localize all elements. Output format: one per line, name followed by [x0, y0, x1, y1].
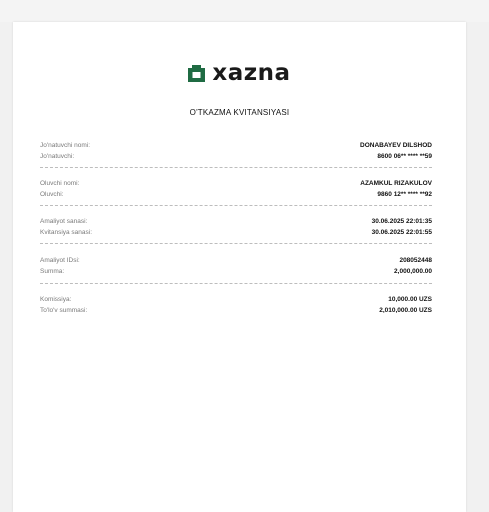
- total-label: To'lo'v summasi:: [40, 307, 88, 314]
- brand-logo: [13, 62, 466, 85]
- fee-value: 10,000.00 UZS: [388, 296, 432, 303]
- transaction-id-row: [40, 255, 432, 266]
- sender-name-row: [40, 140, 432, 151]
- sender-card-value: 8600 06** **** **59: [377, 153, 432, 160]
- fee-label: Komissiya:: [40, 296, 72, 303]
- wallet-icon: [188, 65, 205, 82]
- divider: [40, 283, 432, 284]
- receiver-name-row: [40, 178, 432, 189]
- divider: [40, 243, 432, 244]
- divider: [40, 205, 432, 206]
- transaction-id-value: 208052448: [399, 257, 432, 264]
- totals-section: [40, 294, 432, 316]
- operation-date-row: [40, 216, 432, 227]
- receipt-date-label: Kvitansiya sanasi:: [40, 229, 93, 236]
- sum-label: Summa:: [40, 268, 65, 275]
- total-row: [40, 305, 432, 316]
- receiver-card-value: 9860 12** **** **92: [377, 191, 432, 198]
- receiver-card-row: [40, 189, 432, 200]
- sum-row: [40, 266, 432, 277]
- operation-date-label: Amaliyot sanasi:: [40, 218, 88, 225]
- brand-name: xazna: [212, 60, 291, 86]
- viewer-top-bar: [0, 0, 489, 22]
- transaction-section: [40, 255, 432, 277]
- sender-card-label: Jo'natuvchi:: [40, 153, 75, 160]
- sender-card-row: [40, 151, 432, 162]
- dates-section: [40, 216, 432, 238]
- receiver-section: [40, 178, 432, 200]
- receipt-title: O'TKAZMA KVITANSIYASI: [189, 108, 290, 117]
- receiver-name-value: AZAMKUL RIZAKULOV: [360, 180, 432, 187]
- divider: [40, 167, 432, 168]
- receiver-name-label: Oluvchi nomi:: [40, 180, 80, 187]
- sender-section: [40, 140, 432, 162]
- fee-row: [40, 294, 432, 305]
- viewer-scroll-area[interactable]: [466, 22, 489, 512]
- receiver-card-label: Oluvchi:: [40, 191, 64, 198]
- receipt-date-row: [40, 227, 432, 238]
- transaction-id-label: Amaliyot IDsi:: [40, 257, 80, 264]
- sender-name-label: Jo'natuvchi nomi:: [40, 142, 91, 149]
- sum-value: 2,000,000.00: [394, 268, 432, 275]
- receipt-date-value: 30.06.2025 22:01:55: [371, 229, 432, 236]
- total-value: 2,010,000.00 UZS: [379, 307, 432, 314]
- receipt-page: [13, 22, 466, 512]
- sender-name-value: DONABAYEV DILSHOD: [360, 142, 432, 149]
- operation-date-value: 30.06.2025 22:01:35: [371, 218, 432, 225]
